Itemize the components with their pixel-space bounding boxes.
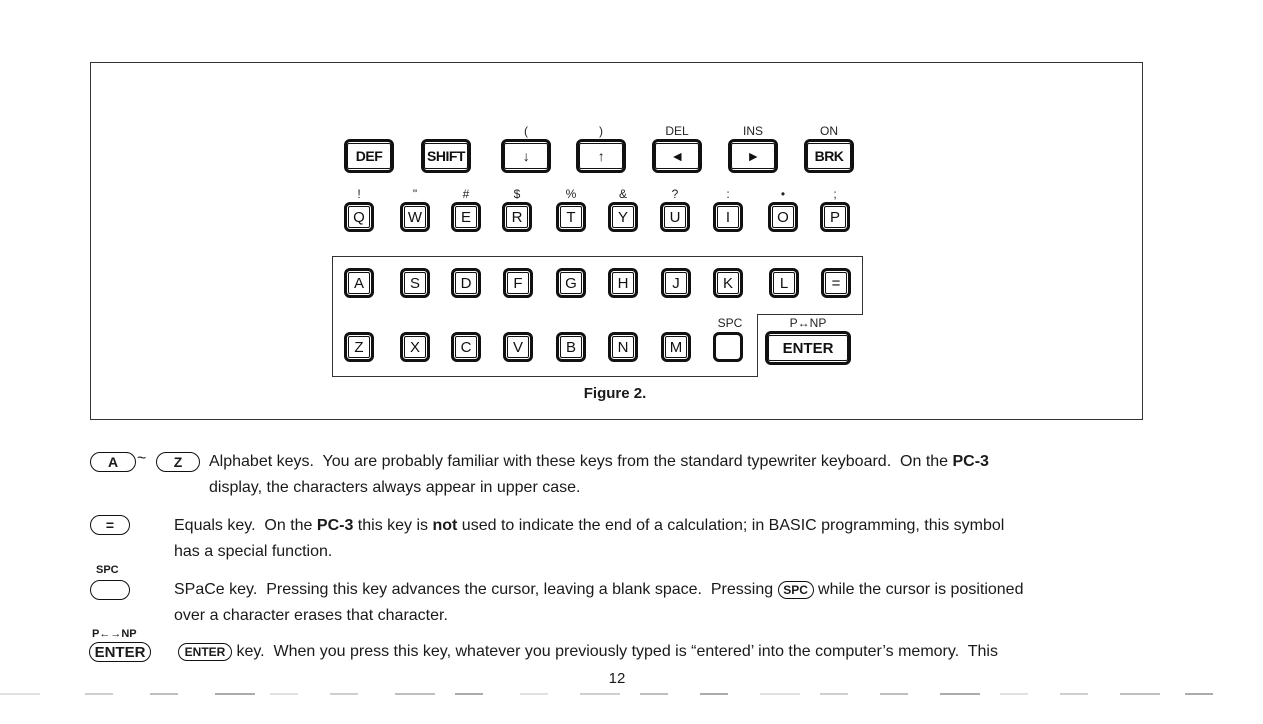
enter-small-label: P←→NP — [92, 628, 137, 640]
region-outline-left — [332, 256, 333, 377]
key-y-label: Y — [612, 206, 634, 228]
footer-dash — [395, 693, 435, 695]
footer-dash — [455, 693, 483, 695]
key-spc-symbol — [90, 580, 130, 600]
legend-row1-5: INS — [742, 124, 763, 138]
key-u-label: U — [664, 206, 686, 228]
key-x — [400, 332, 430, 362]
footer-dash — [820, 693, 848, 695]
footer-dash — [700, 693, 728, 695]
key-e — [451, 202, 481, 232]
legend-row1-6: ON — [820, 124, 838, 138]
footer-dash — [880, 693, 908, 695]
tilde-symbol: ~ — [137, 450, 147, 467]
key-row1-5 — [728, 139, 778, 173]
key-enter-label: ENTER — [768, 335, 848, 361]
footer-dash — [215, 693, 255, 695]
key-row3-6-label: J — [665, 272, 687, 294]
spc-small-label: SPC — [96, 564, 119, 576]
key-y — [608, 202, 638, 232]
key-row3-0-label: A — [348, 272, 370, 294]
key-n — [608, 332, 638, 362]
key-z-symbol — [156, 452, 200, 472]
legend-row2-6: ? — [671, 187, 679, 201]
equals-text-a: Equals key. On the — [174, 517, 317, 534]
legend-row2-4: % — [565, 187, 577, 201]
key-spc — [713, 332, 743, 362]
key-row3-5 — [608, 268, 638, 298]
key-n-label: N — [612, 336, 634, 358]
key-i — [713, 202, 743, 232]
key-v — [503, 332, 533, 362]
space-text-b: while the cursor is positioned — [813, 581, 1024, 598]
inline-enter-key — [178, 643, 232, 661]
key-o — [768, 202, 798, 232]
key-row1-6 — [804, 139, 854, 173]
key-z — [344, 332, 374, 362]
key-e-label: E — [455, 206, 477, 228]
key-row3-2-label: D — [455, 272, 477, 294]
key-q — [344, 202, 374, 232]
footer-dash — [760, 693, 800, 695]
region-outline-top — [332, 256, 863, 257]
key-row3-7 — [713, 268, 743, 298]
footer-dash — [1120, 693, 1160, 695]
key-p — [820, 202, 850, 232]
legend-row2-7: : — [726, 187, 730, 201]
key-row1-0-label: DEF — [347, 143, 391, 169]
equals-line-1 — [174, 513, 1149, 539]
equals-line-2: has a special function. — [174, 543, 333, 560]
enter-line-1 — [178, 639, 1148, 665]
legend-row2-5: & — [618, 187, 627, 201]
alpha-line-2: display, the characters always appear in upper case. — [209, 479, 581, 496]
footer-dash — [580, 693, 620, 695]
figure-frame — [90, 62, 1143, 420]
key-row1-6-label: BRK — [807, 143, 851, 169]
equals-text-mid: this key is — [353, 517, 433, 534]
key-row3-8-label: L — [773, 272, 795, 294]
legend-row2-2: # — [462, 187, 470, 201]
key-row3-3-label: F — [507, 272, 529, 294]
key-i-label: I — [717, 206, 739, 228]
key-row3-9-label: = — [825, 272, 847, 294]
equals-text-c: used to indicate the end of a calculation; in BASIC programming, this symbol — [457, 517, 1005, 534]
key-row1-4-label: ◄ — [655, 143, 699, 169]
footer-dash — [1000, 693, 1028, 695]
key-o-label: O — [772, 206, 794, 228]
key-row1-3-label: ↑ — [579, 143, 623, 169]
key-z-label: Z — [348, 336, 370, 358]
key-equals-label: = — [105, 517, 115, 533]
key-row3-5-label: H — [612, 272, 634, 294]
inline-spc-label: SPC — [783, 582, 808, 597]
key-row1-2 — [501, 139, 551, 173]
legend-row2-8: • — [780, 187, 786, 201]
key-row3-1 — [400, 268, 430, 298]
footer-dash — [270, 693, 298, 695]
key-r — [502, 202, 532, 232]
key-enter-symbol — [89, 642, 151, 662]
key-enter-label: ENTER — [94, 643, 146, 661]
legend-row1-3: ) — [599, 124, 603, 138]
key-row3-9 — [821, 268, 851, 298]
key-row3-4 — [556, 268, 586, 298]
footer-dash — [1185, 693, 1213, 695]
key-row1-0 — [344, 139, 394, 173]
footer-dash — [150, 693, 178, 695]
equals-pc3: PC-3 — [316, 517, 354, 534]
key-row3-2 — [451, 268, 481, 298]
key-c — [451, 332, 481, 362]
key-u — [660, 202, 690, 232]
inline-spc-key — [778, 581, 814, 599]
footer-dash — [520, 693, 548, 695]
key-row1-4 — [652, 139, 702, 173]
key-b — [556, 332, 586, 362]
pc3-bold: PC-3 — [952, 453, 989, 470]
footer-dash — [640, 693, 668, 695]
key-x-label: X — [404, 336, 426, 358]
key-t — [556, 202, 586, 232]
key-row1-2-label: ↓ — [504, 143, 548, 169]
region-outline-step — [757, 314, 863, 315]
space-line-2: over a character erases that character. — [174, 607, 448, 624]
footer-dash — [85, 693, 113, 695]
inline-enter-label: ENTER — [184, 644, 226, 659]
key-w — [400, 202, 430, 232]
key-v-label: V — [507, 336, 529, 358]
region-outline-right-low — [757, 314, 758, 377]
legend-row2-1: " — [412, 187, 418, 201]
key-a-label: A — [107, 454, 119, 470]
page-number: 12 — [608, 670, 626, 687]
key-t-label: T — [560, 206, 582, 228]
footer-dash — [0, 693, 40, 695]
region-outline-right-high — [862, 256, 863, 315]
key-row1-1 — [421, 139, 471, 173]
legend-row2-0: ! — [357, 187, 361, 201]
key-row1-3 — [576, 139, 626, 173]
space-text-a: SPaCe key. Pressing this key advances the cursor, leaving a blank space. Pressing — [174, 581, 778, 598]
key-row3-1-label: S — [404, 272, 426, 294]
footer-dash — [330, 693, 358, 695]
key-row3-0 — [344, 268, 374, 298]
legend-row2-3: $ — [513, 187, 521, 201]
space-line-1 — [174, 577, 1149, 603]
alpha-text-1: Alphabet keys. You are probably familiar with these keys from the standard typewriter keyboard. On the — [209, 453, 953, 470]
legend-row1-4: DEL — [665, 124, 689, 138]
key-a-symbol — [90, 452, 136, 472]
legend-row2-9: ; — [833, 187, 837, 201]
key-row3-7-label: K — [717, 272, 739, 294]
footer-dash — [940, 693, 980, 695]
legend-spc: SPC — [717, 316, 743, 330]
key-row3-8 — [769, 268, 799, 298]
key-c-label: C — [455, 336, 477, 358]
equals-not: not — [432, 517, 458, 534]
enter-text: key. When you press this key, whatever you previously typed is “entered’ into the computer’s memory. This — [232, 643, 998, 660]
legend-enter: P↔NP — [789, 316, 827, 330]
legend-row1-2: ( — [524, 124, 528, 138]
key-q-label: Q — [348, 206, 370, 228]
key-m-label: M — [665, 336, 687, 358]
key-enter — [765, 331, 851, 365]
key-r-label: R — [506, 206, 528, 228]
key-m — [661, 332, 691, 362]
alpha-line-1 — [209, 449, 1149, 475]
key-b-label: B — [560, 336, 582, 358]
key-row1-1-label: SHIFT — [424, 143, 468, 169]
region-outline-bottom — [332, 376, 758, 377]
key-p-label: P — [824, 206, 846, 228]
key-row3-4-label: G — [560, 272, 582, 294]
key-equals-symbol — [90, 515, 130, 535]
key-row3-6 — [661, 268, 691, 298]
key-w-label: W — [404, 206, 426, 228]
key-z-label: Z — [173, 454, 183, 470]
key-row3-3 — [503, 268, 533, 298]
figure-caption: Figure 2. — [583, 385, 647, 402]
footer-dash — [1060, 693, 1088, 695]
key-row1-5-label: ► — [731, 143, 775, 169]
